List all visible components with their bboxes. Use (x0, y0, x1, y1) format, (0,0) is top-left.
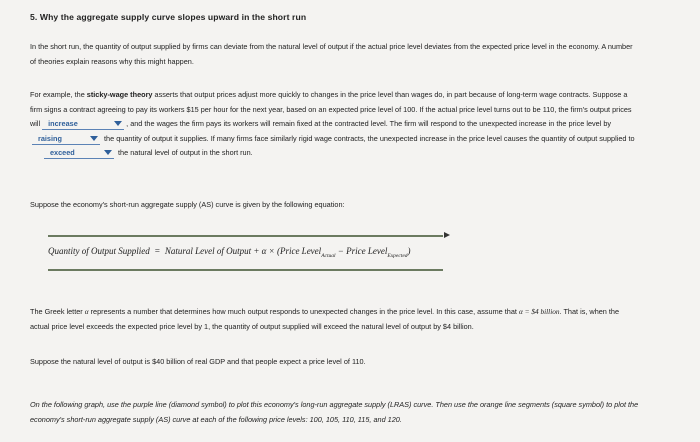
graph-instructions: On the following graph, use the purple line (diamond symbol) to plot this economy's long-run aggregate supply (LRAS) curve. Then use the orange line segments (square symbol) to plot the economy's short-run aggregate supply (AS) curve at each of the following price levels: 100, 105, 110, 115, and 120. (30, 400, 639, 424)
text-segment: . That is, when the actual price level exceeds the expected price level by 1, the quantity of output supplied will exceed the natural level of output by $4 billion. (30, 307, 620, 331)
text-segment: For example, the (30, 90, 87, 99)
firm-response-dropdown[interactable] (32, 134, 100, 145)
text-segment: the natural level of output in the short run. (118, 148, 253, 158)
sticky-wage-paragraph (30, 88, 640, 161)
dropdown-value: increase (48, 119, 78, 129)
text-segment: the quantity of output it supplies. If many firms face similarly rigid wage contracts, the unexpected increase in the price level causes the quantity of output supplied to (104, 133, 635, 143)
as-equation (48, 246, 411, 259)
equation-lhs: Quantity of Output Supplied (48, 246, 150, 256)
sticky-wage-term: sticky-wage theory (86, 90, 153, 99)
chevron-down-icon (114, 121, 122, 126)
alpha-paragraph (30, 305, 640, 334)
equation-top-rule (48, 235, 443, 237)
output-vs-natural-dropdown[interactable] (44, 148, 114, 159)
chevron-down-icon (90, 136, 98, 141)
intro-paragraph: In the short run, the quantity of output supplied by firms can deviate from the natural level of output if the actual price level deviates from the expected price level in the economy. A number of theories explain reasons why this might happen. (30, 42, 633, 66)
equals-sign: = (154, 246, 161, 256)
text-segment: , and the wages the firm pays its workers will remain fixed at the contracted level. The firm will respond to the unexpected increase in the price level by (126, 119, 612, 129)
alpha-value: α = $4 billion (518, 307, 560, 316)
text-segment: represents a number that determines how much output responds to unexpected changes in the price level. In this case, assume that (88, 307, 519, 316)
dropdown-value: raising (38, 133, 62, 143)
subscript-actual: Actual (321, 252, 336, 259)
equation-bottom-rule (48, 269, 443, 271)
subscript-expected: Expected (387, 252, 408, 259)
output-prices-dropdown[interactable] (42, 119, 124, 130)
dropdown-value: exceed (50, 148, 75, 158)
natural-output-paragraph: Suppose the natural level of output is $40 billion of real GDP and that people expect a price level of 110. (30, 357, 366, 366)
alpha-symbol: α (84, 307, 89, 316)
equation-rhs: ) (407, 246, 411, 256)
text-segment: The Greek letter (30, 307, 85, 316)
as-equation-box (48, 229, 448, 275)
text-segment: asserts that output prices adjust more quickly to changes in the price level than wages do, in part because of long-term wage contracts. Suppose a firm signs a contract agreeing to pay its workers $15 per hour for the next year, based on an expected price level of 100. If the actual price level turns out to be 110, the firm's output prices will (30, 90, 632, 129)
as-equation-intro: Suppose the economy's short-run aggregate supply (AS) curve is given by the following equation: (30, 200, 345, 209)
equation-rhs: − Price Level (335, 246, 388, 256)
chevron-down-icon (104, 150, 112, 155)
equation-rhs: Natural Level of Output + α × (Price Level (164, 246, 322, 256)
question-title: 5. Why the aggregate supply curve slopes upward in the short run (30, 12, 307, 22)
